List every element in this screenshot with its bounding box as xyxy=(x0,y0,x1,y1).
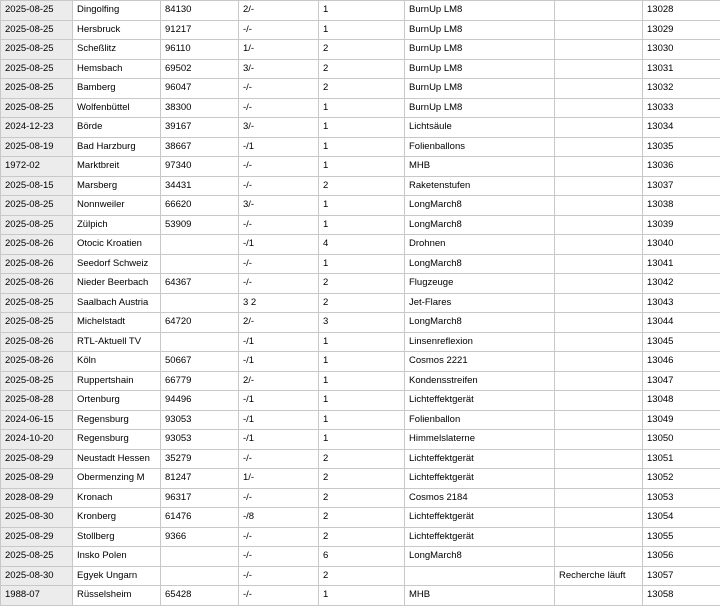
cell-note xyxy=(555,20,643,40)
cell-place: Dingolfing xyxy=(73,1,161,21)
cell-id: 13030 xyxy=(643,40,720,60)
cell-date: 2025-08-25 xyxy=(1,59,73,79)
table-row[interactable] xyxy=(1,40,720,60)
cell-date: 1988-07 xyxy=(1,586,73,606)
cell-number: 35279 xyxy=(161,449,239,469)
cell-id: 13044 xyxy=(643,313,720,333)
cell-count: 2 xyxy=(319,293,405,313)
cell-type: BurnUp LM8 xyxy=(405,40,555,60)
cell-count: 2 xyxy=(319,566,405,586)
cell-note xyxy=(555,391,643,411)
cell-count: 2 xyxy=(319,274,405,294)
table-row[interactable] xyxy=(1,469,720,489)
cell-code: 2/- xyxy=(239,371,319,391)
cell-count: 1 xyxy=(319,332,405,352)
cell-count: 6 xyxy=(319,547,405,567)
table-row[interactable] xyxy=(1,215,720,235)
table-row[interactable] xyxy=(1,547,720,567)
cell-type: BurnUp LM8 xyxy=(405,1,555,21)
cell-place: Michelstadt xyxy=(73,313,161,333)
table-row[interactable] xyxy=(1,235,720,255)
cell-code: 1/- xyxy=(239,469,319,489)
table-row[interactable] xyxy=(1,1,720,21)
cell-place: Kronach xyxy=(73,488,161,508)
cell-date: 2024-12-23 xyxy=(1,118,73,138)
cell-code: -/1 xyxy=(239,137,319,157)
cell-type: Himmelslaterne xyxy=(405,430,555,450)
cell-date: 2025-08-25 xyxy=(1,20,73,40)
cell-id: 13033 xyxy=(643,98,720,118)
cell-type: LongMarch8 xyxy=(405,313,555,333)
cell-code: 1/- xyxy=(239,40,319,60)
cell-place: Marsberg xyxy=(73,176,161,196)
cell-place: Marktbreit xyxy=(73,157,161,177)
cell-code: -/- xyxy=(239,176,319,196)
cell-note xyxy=(555,508,643,528)
cell-note xyxy=(555,293,643,313)
cell-date: 2028-08-29 xyxy=(1,488,73,508)
cell-count: 2 xyxy=(319,176,405,196)
cell-date: 2025-08-15 xyxy=(1,176,73,196)
cell-place: Ortenburg xyxy=(73,391,161,411)
cell-id: 13054 xyxy=(643,508,720,528)
cell-number: 96110 xyxy=(161,40,239,60)
cell-date: 2025-08-29 xyxy=(1,449,73,469)
cell-note xyxy=(555,410,643,430)
cell-type: Cosmos 2184 xyxy=(405,488,555,508)
cell-number: 34431 xyxy=(161,176,239,196)
table-row[interactable] xyxy=(1,391,720,411)
table-row[interactable] xyxy=(1,196,720,216)
cell-code: 2/- xyxy=(239,313,319,333)
cell-number xyxy=(161,235,239,255)
cell-id: 13050 xyxy=(643,430,720,450)
cell-note xyxy=(555,176,643,196)
cell-id: 13057 xyxy=(643,566,720,586)
cell-date: 2025-08-30 xyxy=(1,508,73,528)
cell-date: 2025-08-25 xyxy=(1,196,73,216)
cell-number: 96317 xyxy=(161,488,239,508)
table-row[interactable] xyxy=(1,430,720,450)
cell-note xyxy=(555,430,643,450)
cell-place: Obermenzing M xyxy=(73,469,161,489)
cell-count: 2 xyxy=(319,508,405,528)
cell-id: 13058 xyxy=(643,586,720,606)
cell-date: 2025-08-26 xyxy=(1,235,73,255)
cell-count: 4 xyxy=(319,235,405,255)
cell-note xyxy=(555,313,643,333)
table-row[interactable] xyxy=(1,176,720,196)
cell-date: 1972-02 xyxy=(1,157,73,177)
cell-id: 13032 xyxy=(643,79,720,99)
table-row[interactable] xyxy=(1,254,720,274)
cell-place: Wolfenbüttel xyxy=(73,98,161,118)
cell-place: Saalbach Austria xyxy=(73,293,161,313)
cell-place: Scheßlitz xyxy=(73,40,161,60)
table-row[interactable] xyxy=(1,79,720,99)
cell-number: 66779 xyxy=(161,371,239,391)
cell-date: 2025-08-25 xyxy=(1,547,73,567)
table-row[interactable] xyxy=(1,293,720,313)
cell-date: 2025-08-30 xyxy=(1,566,73,586)
cell-code: -/- xyxy=(239,449,319,469)
cell-code: -/1 xyxy=(239,352,319,372)
cell-count: 1 xyxy=(319,410,405,430)
cell-id: 13038 xyxy=(643,196,720,216)
cell-number: 96047 xyxy=(161,79,239,99)
cell-count: 1 xyxy=(319,430,405,450)
cell-type: Folienballons xyxy=(405,137,555,157)
cell-code: -/- xyxy=(239,547,319,567)
cell-count: 1 xyxy=(319,98,405,118)
cell-note xyxy=(555,488,643,508)
cell-code: -/- xyxy=(239,215,319,235)
cell-count: 1 xyxy=(319,215,405,235)
table-row[interactable] xyxy=(1,118,720,138)
cell-number: 39167 xyxy=(161,118,239,138)
cell-code: 3/- xyxy=(239,59,319,79)
cell-place: Börde xyxy=(73,118,161,138)
cell-type: BurnUp LM8 xyxy=(405,59,555,79)
cell-place: Regensburg xyxy=(73,410,161,430)
cell-id: 13053 xyxy=(643,488,720,508)
cell-number: 64367 xyxy=(161,274,239,294)
cell-id: 13036 xyxy=(643,157,720,177)
cell-code: -/- xyxy=(239,527,319,547)
cell-note xyxy=(555,449,643,469)
cell-id: 13040 xyxy=(643,235,720,255)
cell-note xyxy=(555,157,643,177)
cell-date: 2025-08-25 xyxy=(1,98,73,118)
cell-count: 3 xyxy=(319,313,405,333)
cell-id: 13047 xyxy=(643,371,720,391)
cell-id: 13037 xyxy=(643,176,720,196)
cell-id: 13035 xyxy=(643,137,720,157)
cell-number: 38667 xyxy=(161,137,239,157)
cell-count: 2 xyxy=(319,59,405,79)
cell-id: 13028 xyxy=(643,1,720,21)
cell-code: -/- xyxy=(239,79,319,99)
cell-count: 2 xyxy=(319,488,405,508)
cell-note xyxy=(555,98,643,118)
cell-note: Recherche läuft xyxy=(555,566,643,586)
cell-code: -/1 xyxy=(239,235,319,255)
cell-note xyxy=(555,79,643,99)
cell-date: 2025-08-25 xyxy=(1,1,73,21)
cell-id: 13055 xyxy=(643,527,720,547)
cell-code: -/- xyxy=(239,586,319,606)
cell-number: 81247 xyxy=(161,469,239,489)
cell-type: Raketenstufen xyxy=(405,176,555,196)
cell-number: 50667 xyxy=(161,352,239,372)
table-row[interactable] xyxy=(1,137,720,157)
cell-note xyxy=(555,1,643,21)
cell-place: Hemsbach xyxy=(73,59,161,79)
cell-id: 13056 xyxy=(643,547,720,567)
cell-type xyxy=(405,566,555,586)
cell-date: 2025-08-26 xyxy=(1,254,73,274)
cell-code: -/1 xyxy=(239,391,319,411)
cell-type: MHB xyxy=(405,157,555,177)
cell-count: 2 xyxy=(319,449,405,469)
cell-number xyxy=(161,566,239,586)
cell-date: 2025-08-26 xyxy=(1,332,73,352)
cell-place: Bad Harzburg xyxy=(73,137,161,157)
cell-type: Lichteffektgerät xyxy=(405,449,555,469)
cell-id: 13041 xyxy=(643,254,720,274)
cell-id: 13031 xyxy=(643,59,720,79)
cell-type: Linsenreflexion xyxy=(405,332,555,352)
cell-id: 13048 xyxy=(643,391,720,411)
cell-code: -/- xyxy=(239,488,319,508)
cell-date: 2024-10-20 xyxy=(1,430,73,450)
cell-number: 91217 xyxy=(161,20,239,40)
cell-note xyxy=(555,274,643,294)
cell-note xyxy=(555,527,643,547)
cell-place: Otocic Kroatien xyxy=(73,235,161,255)
cell-date: 2025-08-28 xyxy=(1,391,73,411)
table-row[interactable] xyxy=(1,274,720,294)
cell-count: 2 xyxy=(319,40,405,60)
cell-type: MHB xyxy=(405,586,555,606)
cell-number xyxy=(161,332,239,352)
table-row[interactable] xyxy=(1,352,720,372)
table-row[interactable] xyxy=(1,313,720,333)
cell-count: 1 xyxy=(319,157,405,177)
cell-date: 2025-08-25 xyxy=(1,293,73,313)
cell-date: 2025-08-25 xyxy=(1,40,73,60)
cell-type: Cosmos 2221 xyxy=(405,352,555,372)
table-row[interactable] xyxy=(1,488,720,508)
cell-count: 1 xyxy=(319,118,405,138)
cell-date: 2025-08-25 xyxy=(1,79,73,99)
cell-place: Kronberg xyxy=(73,508,161,528)
cell-code: -/1 xyxy=(239,430,319,450)
cell-place: Neustadt Hessen xyxy=(73,449,161,469)
cell-type: BurnUp LM8 xyxy=(405,98,555,118)
cell-place: Ruppertshain xyxy=(73,371,161,391)
cell-code: -/1 xyxy=(239,332,319,352)
cell-code: -/- xyxy=(239,254,319,274)
cell-date: 2025-08-25 xyxy=(1,313,73,333)
cell-place: Nieder Beerbach xyxy=(73,274,161,294)
cell-id: 13043 xyxy=(643,293,720,313)
cell-code: -/- xyxy=(239,566,319,586)
table-row[interactable] xyxy=(1,410,720,430)
cell-type: Lichteffektgerät xyxy=(405,469,555,489)
cell-type: LongMarch8 xyxy=(405,254,555,274)
cell-count: 1 xyxy=(319,1,405,21)
cell-code: -/8 xyxy=(239,508,319,528)
cell-number: 93053 xyxy=(161,430,239,450)
cell-count: 2 xyxy=(319,527,405,547)
cell-place: Bamberg xyxy=(73,79,161,99)
cell-place: Egyek Ungarn xyxy=(73,566,161,586)
table-row[interactable] xyxy=(1,566,720,586)
cell-note xyxy=(555,215,643,235)
cell-type: Lichteffektgerät xyxy=(405,391,555,411)
cell-number xyxy=(161,254,239,274)
cell-note xyxy=(555,118,643,138)
cell-id: 13051 xyxy=(643,449,720,469)
cell-note xyxy=(555,137,643,157)
cell-place: Rüsselsheim xyxy=(73,586,161,606)
cell-place: Seedorf Schweiz xyxy=(73,254,161,274)
cell-id: 13046 xyxy=(643,352,720,372)
cell-note xyxy=(555,371,643,391)
cell-code: 2/- xyxy=(239,1,319,21)
cell-number: 53909 xyxy=(161,215,239,235)
cell-type: Jet-Flares xyxy=(405,293,555,313)
cell-type: Folienballon xyxy=(405,410,555,430)
cell-place: Zülpich xyxy=(73,215,161,235)
cell-place: RTL-Aktuell TV xyxy=(73,332,161,352)
cell-id: 13039 xyxy=(643,215,720,235)
table-row[interactable] xyxy=(1,59,720,79)
cell-number: 94496 xyxy=(161,391,239,411)
cell-count: 2 xyxy=(319,79,405,99)
cell-note xyxy=(555,254,643,274)
cell-count: 1 xyxy=(319,371,405,391)
cell-place: Köln xyxy=(73,352,161,372)
cell-count: 1 xyxy=(319,586,405,606)
cell-id: 13049 xyxy=(643,410,720,430)
cell-count: 1 xyxy=(319,137,405,157)
cell-type: BurnUp LM8 xyxy=(405,20,555,40)
cell-id: 13029 xyxy=(643,20,720,40)
cell-note xyxy=(555,59,643,79)
cell-count: 1 xyxy=(319,391,405,411)
cell-type: BurnUp LM8 xyxy=(405,79,555,99)
cell-place: Regensburg xyxy=(73,430,161,450)
cell-date: 2025-08-29 xyxy=(1,527,73,547)
cell-count: 1 xyxy=(319,196,405,216)
cell-number: 93053 xyxy=(161,410,239,430)
cell-code: -/1 xyxy=(239,410,319,430)
cell-date: 2024-06-15 xyxy=(1,410,73,430)
cell-code: -/- xyxy=(239,98,319,118)
cell-number: 61476 xyxy=(161,508,239,528)
cell-date: 2025-08-26 xyxy=(1,274,73,294)
table-row[interactable] xyxy=(1,508,720,528)
cell-code: 3/- xyxy=(239,118,319,138)
cell-number xyxy=(161,293,239,313)
cell-id: 13045 xyxy=(643,332,720,352)
cell-count: 1 xyxy=(319,254,405,274)
table-row[interactable] xyxy=(1,98,720,118)
cell-place: Insko Polen xyxy=(73,547,161,567)
cell-number: 9366 xyxy=(161,527,239,547)
cell-type: LongMarch8 xyxy=(405,547,555,567)
cell-code: 3/- xyxy=(239,196,319,216)
cell-date: 2025-08-29 xyxy=(1,469,73,489)
cell-place: Hersbruck xyxy=(73,20,161,40)
cell-number: 66620 xyxy=(161,196,239,216)
cell-code: -/- xyxy=(239,274,319,294)
cell-place: Stollberg xyxy=(73,527,161,547)
cell-type: LongMarch8 xyxy=(405,215,555,235)
cell-note xyxy=(555,547,643,567)
cell-date: 2025-08-25 xyxy=(1,371,73,391)
cell-number: 97340 xyxy=(161,157,239,177)
cell-note xyxy=(555,469,643,489)
cell-type: Drohnen xyxy=(405,235,555,255)
cell-date: 2025-08-25 xyxy=(1,215,73,235)
cell-count: 2 xyxy=(319,469,405,489)
cell-date: 2025-08-26 xyxy=(1,352,73,372)
table-row[interactable] xyxy=(1,586,720,606)
cell-note xyxy=(555,196,643,216)
cell-id: 13034 xyxy=(643,118,720,138)
cell-type: LongMarch8 xyxy=(405,196,555,216)
cell-code: -/- xyxy=(239,20,319,40)
cell-note xyxy=(555,332,643,352)
cell-date: 2025-08-19 xyxy=(1,137,73,157)
cell-number xyxy=(161,547,239,567)
cell-note xyxy=(555,40,643,60)
cell-count: 1 xyxy=(319,20,405,40)
cell-type: Lichteffektgerät xyxy=(405,527,555,547)
cell-id: 13042 xyxy=(643,274,720,294)
cell-code: -/- xyxy=(239,157,319,177)
table-row[interactable] xyxy=(1,527,720,547)
cell-number: 84130 xyxy=(161,1,239,21)
cell-type: Kondensstreifen xyxy=(405,371,555,391)
table-row[interactable] xyxy=(1,371,720,391)
cell-code: 3 2 xyxy=(239,293,319,313)
cell-id: 13052 xyxy=(643,469,720,489)
cell-number: 38300 xyxy=(161,98,239,118)
cell-number: 65428 xyxy=(161,586,239,606)
cell-type: Lichteffektgerät xyxy=(405,508,555,528)
cell-note xyxy=(555,586,643,606)
cell-note xyxy=(555,352,643,372)
cell-type: Flugzeuge xyxy=(405,274,555,294)
table-row[interactable] xyxy=(1,20,720,40)
table-row[interactable] xyxy=(1,332,720,352)
cell-number: 64720 xyxy=(161,313,239,333)
cell-note xyxy=(555,235,643,255)
table-row[interactable] xyxy=(1,449,720,469)
cell-place: Nonnweiler xyxy=(73,196,161,216)
table-row[interactable] xyxy=(1,157,720,177)
table-body xyxy=(1,1,720,606)
cell-type: Lichtsäule xyxy=(405,118,555,138)
cell-count: 1 xyxy=(319,352,405,372)
cell-number: 69502 xyxy=(161,59,239,79)
